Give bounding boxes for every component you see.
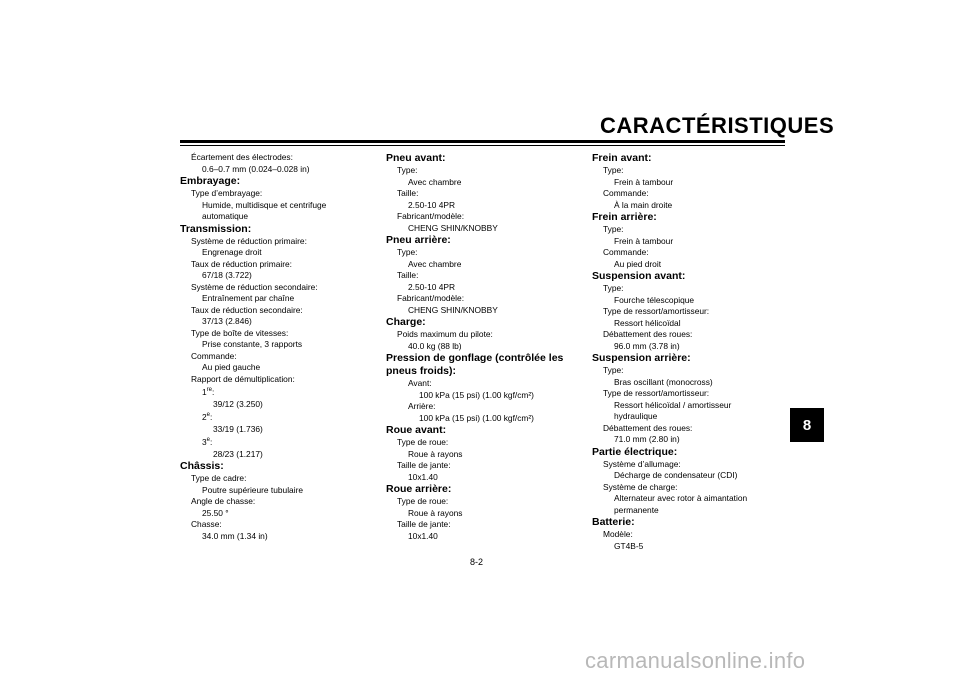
gear-suffix: re [206,387,213,394]
spec-line: Type: [603,283,624,293]
spec-line: Avec chambre [408,258,462,269]
spec-line: Type de roue: [397,496,449,506]
spec-line: permanente [614,504,659,515]
spec-line: Angle de chasse: [191,496,256,506]
spec-line: Ressort hélicoïdal [614,317,681,328]
spec-line: Système de réduction secondaire: [191,281,318,292]
spec-line: Fabricant/modèle: [397,293,465,303]
spec-line: Au pied gauche [202,362,261,372]
spec-list-chassis [180,460,370,542]
section-heading: Roue avant: [386,424,447,436]
spec-line: Frein à tambour [614,176,674,187]
gear-number: 2 [202,412,207,422]
spec-line: 10x1.40 [408,471,438,482]
spec-line: 10x1.40 [408,530,438,541]
spec-line: Type: [397,247,418,257]
spec-line: Chasse: [191,519,222,529]
spec-line: Type de ressort/amortisseur: [603,388,710,398]
spec-line: Type: [397,165,418,175]
section-heading: Pneu arrière: [386,234,451,246]
gear-ratio-value: 28/23 (1.217) [213,448,263,459]
gear-label: 3e: [202,437,213,447]
spec-line: Taux de réduction primaire: [191,258,293,269]
spec-line: 96.0 mm (3.78 in) [614,340,680,351]
spec-line: Taille de jante: [397,519,451,529]
spec-line: Type de roue: [397,437,449,447]
spec-line: Engrenage droit [202,247,262,257]
watermark: carmanualsonline.info [585,648,806,673]
spec-line: CHENG SHIN/KNOBBY [408,304,498,315]
spec-line: Bras oscillant (monocross) [614,376,713,387]
spec-line: Entraînement par chaîne [202,293,295,303]
spec-line: Système de charge: [603,481,678,492]
spec-line: Type de boîte de vitesses: [191,327,289,338]
spec-line: Système d’allumage: [603,458,681,469]
spec-line: Alternateur avec rotor à aimantation [614,493,748,503]
spec-line: 100 kPa (15 psi) (1.00 kgf/cm²) [419,412,534,423]
spec-line: 34.0 mm (1.34 in) [202,530,268,541]
spec-line: Taille: [397,270,419,280]
section-heading: Suspension arrière: [592,352,691,364]
spec-line: 25.50 ° [202,507,229,518]
spec-line: 0.6–0.7 mm (0.024–0.028 in) [202,163,310,174]
spec-list-engine-transmission [180,152,370,385]
spec-line: Type: [603,224,624,234]
spec-line: 40.0 kg (88 lb) [408,340,462,351]
section-heading: Frein arrière: [592,211,657,223]
spec-line: Décharge de condensateur (CDI) [614,470,738,480]
spec-line: Rapport de démultiplication: [191,373,295,384]
page-title: CARACTÉRISTIQUES [600,113,835,138]
spec-line: Type: [603,365,624,375]
section-heading: Embrayage: [180,175,241,187]
gear-number: 3 [202,437,207,447]
spec-line: GT4B-5 [614,540,644,551]
gear-number: 1 [202,387,207,397]
spec-line: Modèle: [603,529,633,539]
gear-ratio-value: 39/12 (3.250) [213,398,263,409]
spec-line: Poids maximum du pilote: [397,329,493,339]
gear-label: 1re: [202,387,215,397]
spec-line: 67/18 (3.722) [202,270,252,280]
spec-line: Type de ressort/amortisseur: [603,306,710,316]
section-heading: Châssis: [180,460,224,472]
spec-line: hydraulique [614,411,658,421]
gear-suffix: e [206,412,211,419]
spec-line: Commande: [191,350,237,361]
spec-line: Arrière: [408,401,436,411]
spec-column-1 [180,152,370,542]
section-heading: Charge: [386,316,426,328]
gear-ratio-value: 33/19 (1.736) [213,423,263,434]
spec-column-2 [386,152,576,542]
spec-line: Taux de réduction secondaire: [191,304,303,315]
spec-line: Avant: [408,378,432,388]
spec-line: Avec chambre [408,176,462,187]
spec-line: Taille de jante: [397,460,451,470]
header-rule-thin [180,145,785,146]
page-number: 8-2 [470,557,484,567]
spec-line: Roue à rayons [408,507,463,518]
spec-line: Au pied droit [614,258,662,269]
gear-suffix: e [206,437,211,444]
gear-ratio-list [180,387,370,460]
spec-line: 2.50-10 4PR [408,199,456,210]
header-rule-thick [180,140,785,143]
spec-line: Système de réduction primaire: [191,235,307,246]
chapter-tab[interactable]: 8 [790,408,824,442]
spec-line: 37/13 (2.846) [202,316,252,326]
spec-line: Commande: [603,188,649,198]
section-heading: Partie électrique: [592,445,678,458]
section-heading: Transmission: [180,222,252,235]
spec-line: 100 kPa (15 psi) (1.00 kgf/cm²) [419,389,534,400]
spec-line: Débattement des roues: [603,422,693,433]
spec-line: Type d’embrayage: [191,188,263,198]
spec-line: Frein à tambour [614,235,674,246]
spec-line: À la main droite [614,199,673,210]
spec-line: 2.50-10 4PR [408,281,456,292]
spec-line: Prise constante, 3 rapports [202,339,303,349]
spec-line: Ressort hélicoïdal / amortisseur [614,399,732,410]
spec-line: automatique [202,211,249,221]
section-heading: Roue arrière: [386,483,452,495]
spec-line: Roue à rayons [408,448,463,459]
spec-line: 71.0 mm (2.80 in) [614,434,680,444]
section-heading: Batterie: [592,516,635,528]
spec-line: Fourche télescopique [614,294,695,305]
gear-label: 2e: [202,412,213,422]
spec-line: Poutre supérieure tubulaire [202,484,304,495]
spec-line: Commande: [603,247,649,257]
spec-line: CHENG SHIN/KNOBBY [408,222,498,233]
spec-line: Humide, multidisque et centrifuge [202,199,327,210]
spec-line: Écartement des électrodes: [191,152,293,162]
section-heading: Suspension avant: [592,270,686,282]
spec-line: Taille: [397,188,419,198]
section-heading: Pneu avant: [386,152,446,164]
section-heading: Pression de gonflage (contrôlée les pneus froids): [386,352,564,377]
spec-line: Fabricant/modèle: [397,211,465,221]
spec-line: Type de cadre: [191,473,247,483]
spec-line: Type: [603,165,624,175]
spec-line: Débattement des roues: [603,329,693,339]
section-heading: Frein avant: [592,152,652,164]
spec-column-3 [592,152,782,552]
